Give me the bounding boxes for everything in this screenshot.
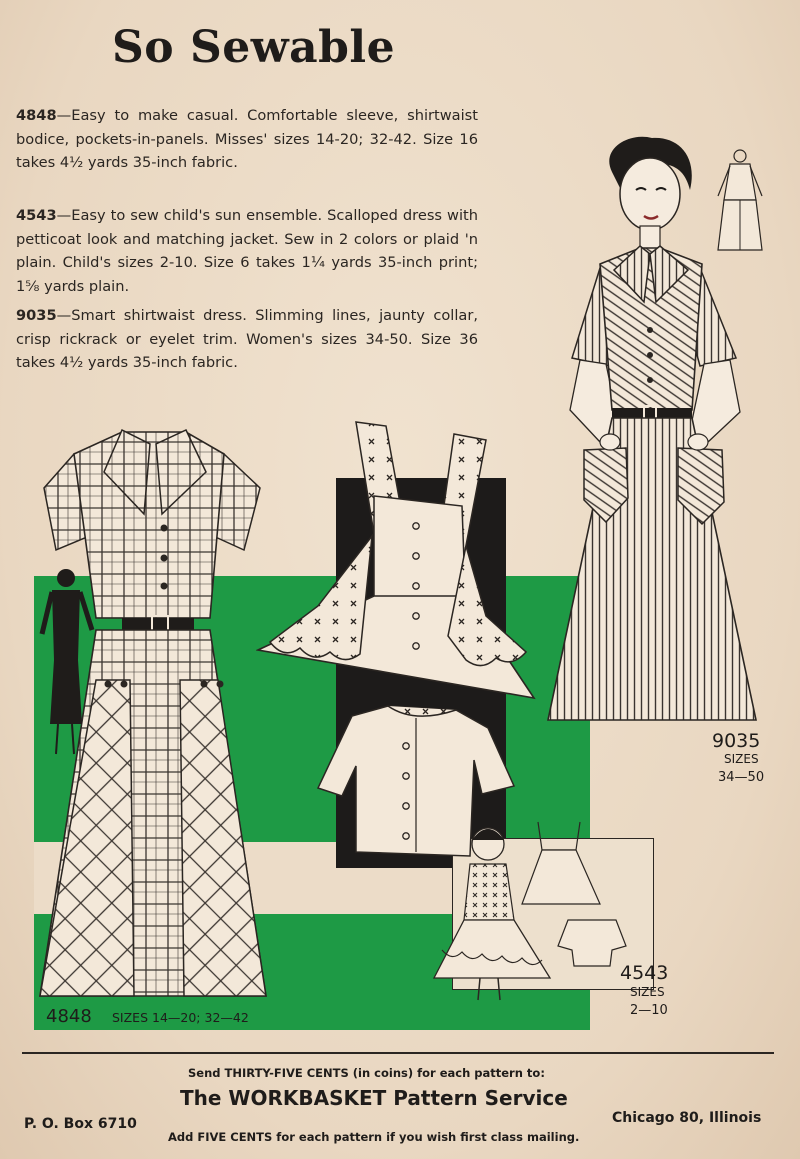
figure-number-9035: 9035 (712, 730, 761, 752)
figure-sizes-9035: 34—50 (718, 770, 765, 785)
figure-sizes-label-4543: SIZES (630, 985, 665, 999)
pattern-text: Smart shirtwaist dress. Slimming lines, jaunty collar, crisp rickrack or eyelet trim. Women's sizes 34-50. Size 36 takes 4½ yards 35-inch fabric. (16, 307, 478, 371)
child-figure-illustration (430, 820, 630, 1005)
pattern-description-9035 (16, 304, 478, 375)
pattern-number: 4543 (16, 207, 57, 224)
pattern-description-4848 (16, 104, 478, 175)
footer-divider (22, 1052, 774, 1054)
footer-city: Chicago 80, Illinois (612, 1110, 762, 1126)
pattern-text: Easy to make casual. Comfortable sleeve, shirtwaist bodice, pockets-in-panels. Misses' sizes 14-20; 32-42. Size 16 takes 4½ yards 35-inch fabric. (16, 107, 478, 171)
figure-number-4543: 4543 (620, 962, 669, 984)
pattern-number: 4848 (16, 107, 57, 124)
pattern-description-4543 (16, 204, 478, 298)
pattern-number: 9035 (16, 307, 57, 324)
figure-sizes-4848: SIZES 14—20; 32—42 (112, 1010, 249, 1025)
child-dress-illustration-4543 (256, 416, 540, 866)
figure-number-4848: 4848 (46, 1006, 92, 1027)
pattern-text: Easy to sew child's sun ensemble. Scalloped dress with petticoat look and matching jacket. Sew in 2 colors or plaid 'n plain. Child's sizes 2-10. Size 6 takes 1¼ yards 35-inch print; 1⅝ yards plain. (16, 207, 478, 295)
footer-mailing-note: Add FIVE CENTS for each pattern if you wish first class mailing. (168, 1130, 580, 1144)
figure-sizes-label-9035: SIZES (724, 752, 759, 766)
dash: — (56, 107, 72, 124)
footer-service-name: The WORKBASKET Pattern Service (180, 1086, 568, 1110)
dash: — (56, 207, 72, 224)
footer-send-line: Send THIRTY-FIVE CENTS (in coins) for each pattern to: (188, 1066, 545, 1080)
footer-po-box: P. O. Box 6710 (24, 1116, 137, 1132)
plaid-dress-illustration-4848 (34, 418, 274, 1008)
page-title: So Sewable (112, 22, 396, 73)
woman-illustration-9035 (540, 130, 790, 750)
figure-sizes-4543: 2—10 (630, 1003, 668, 1018)
dash: — (56, 307, 72, 324)
